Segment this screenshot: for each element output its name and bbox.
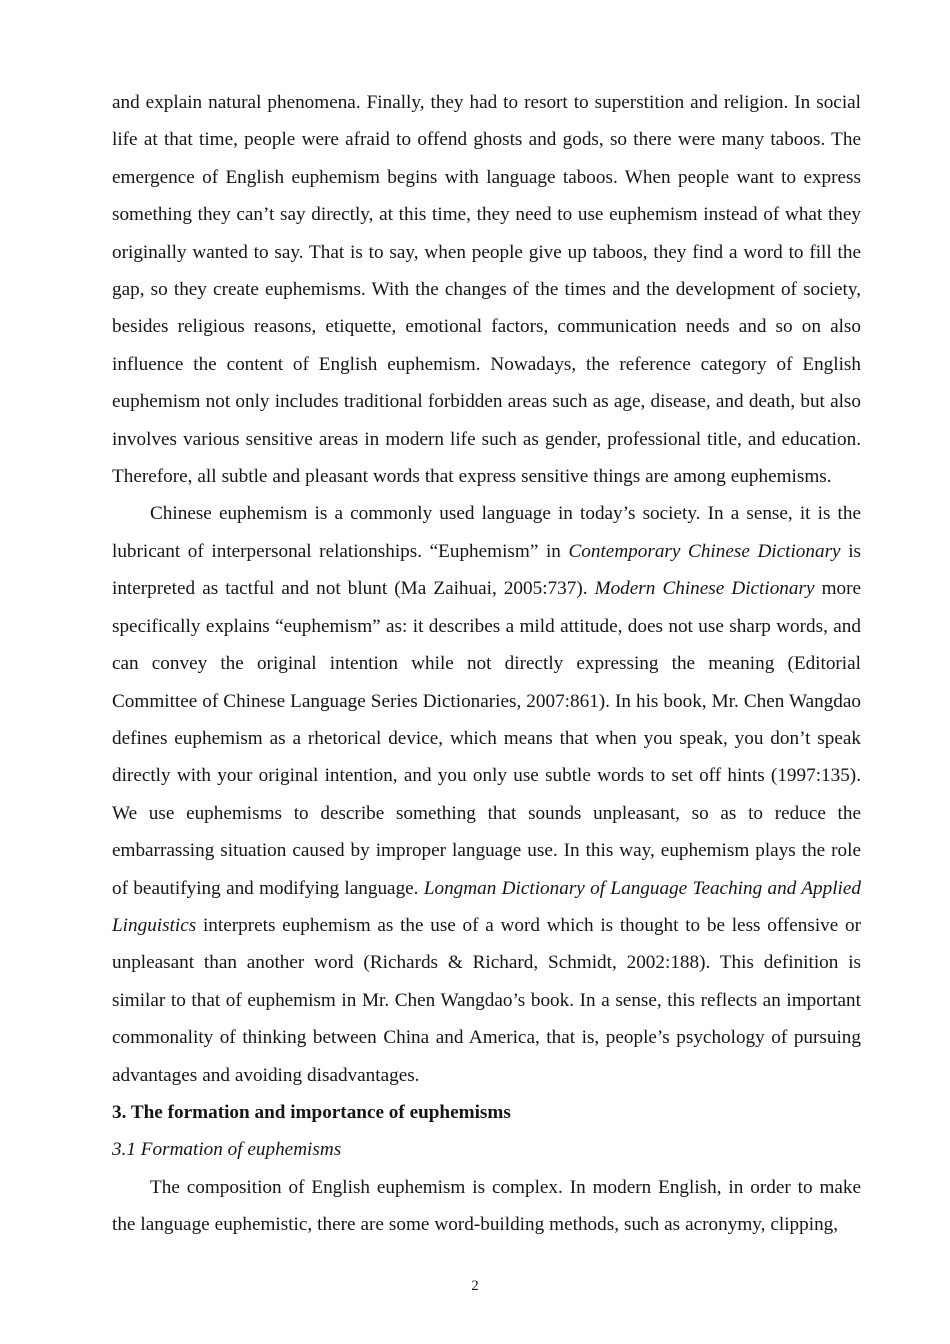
paragraph-composition-of-english-euphemism: The composition of English euphemism is complex. In modern English, in order to make the language euphemistic, there are some word-building methods, such as acronymy, clipping, xyxy=(112,1176,861,1236)
page-number: 2 xyxy=(471,1278,479,1294)
run-text: Chinese euphemism is a commonly used language in today’s society. In a sense, it is the lubricant of interpersonal relationships. “Euphemism” in xyxy=(112,503,861,562)
book-title-longman-dictionary: Longman Dictionary of Language Teaching and Applied Linguistics xyxy=(112,877,861,936)
book-title-contemporary-chinese-dictionary: Contemporary Chinese Dictionary xyxy=(568,540,841,562)
book-title-modern-chinese-dictionary: Modern Chinese Dictionary xyxy=(594,578,815,600)
subsection-heading-3-1: 3.1 Formation of euphemisms xyxy=(112,1139,342,1161)
run-text: is interpreted as tactful and not blunt (Ma Zaihuai, 2005:737). xyxy=(112,540,861,600)
page-content xyxy=(112,84,861,1244)
section-heading-3: 3. The formation and importance of euphemisms xyxy=(112,1101,511,1123)
run-text: interprets euphemism as the use of a word which is thought to be less offensive or unpleasant than another word (Richards & Richard, Schmidt, 2002:188). This definition is similar to that of euphemism in Mr. Chen Wangdao’s book. In a sense, this reflects an important commonality of thinking between China and America, that is, people’s psychology of pursuing advantages and avoiding disadvantages. xyxy=(112,914,861,1086)
paragraph-chinese-euphemism xyxy=(112,495,861,1094)
paragraph-continued-from-previous-page: and explain natural phenomena. Finally, they had to resort to superstition and religion. In social life at that time, people were afraid to offend ghosts and gods, so there were many taboos. The emergence of English euphemism begins with language taboos. When people want to express something they can’t say directly, at this time, they need to use euphemism instead of what they originally wanted to say. That is to say, when people give up taboos, they find a word to fill the gap, so they create euphemisms. With the changes of the times and the development of society, besides religious reasons, etiquette, emotional factors, communication needs and so on also influence the content of English euphemism. Nowadays, the reference category of English euphemism not only includes traditional forbidden areas such as age, disease, and death, but also involves various sensitive areas in modern life such as gender, professional title, and education. Therefore, all subtle and pleasant words that express sensitive things are among euphemisms. xyxy=(112,92,861,488)
run-text: more specifically explains “euphemism” as: it describes a mild attitude, does not use sharp words, and can convey the original intention while not directly expressing the meaning (Editorial Committee of Chinese Language Series Dictionaries, 2007:861). In his book, Mr. Chen Wangdao defines euphemism as a rhetorical device, which means that when you speak, you don’t speak directly with your original intention, and you only use subtle words to set off hints (1997:135). We use euphemisms to describe something that sounds unpleasant, so as to reduce the embarrassing situation caused by improper language use. In this way, euphemism plays the role of beautifying and modifying language. xyxy=(112,578,861,899)
